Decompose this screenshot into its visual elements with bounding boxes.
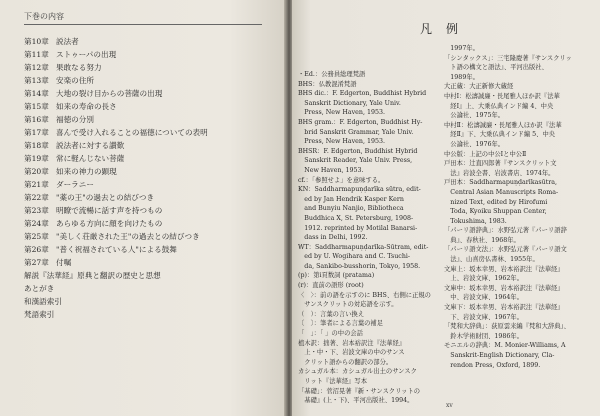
legend-line: 1912. reprinted by Motilal Banarsi- (298, 224, 418, 232)
legend-column-2 (444, 44, 594, 370)
legend-column-1 (298, 70, 434, 406)
toc-header: 下巻の内容 (24, 12, 64, 21)
toc-entry (24, 257, 274, 270)
legend-line: da, Sankibo-busshorin, Tokyo, 1958. (298, 262, 421, 270)
toc-entry (24, 88, 274, 101)
chapter-number: 第12章 (24, 63, 49, 72)
legend-line: ・Ed.：公務員総理梵語 (298, 71, 366, 78)
chapter-number: 第11章 (24, 50, 49, 59)
chapter-number: 第19章 (24, 154, 49, 163)
chapter-title: 明瞭で流暢に話す声を持つもの (56, 206, 163, 215)
legend-line: 経Ⅰ』上、大乗仏典インド編 4、中央 (444, 102, 554, 110)
toc-entry (24, 218, 274, 231)
legend-line: BHSR：F. Edgerton, Buddhist Hybrid (298, 147, 418, 155)
chapter-title: 付嘱 (56, 258, 72, 267)
legend-line: 「パーリ語辞典」：水野弘元著『パーリ語辞 (444, 227, 567, 235)
chapter-title: 常に軽んじない菩薩 (56, 154, 125, 163)
legend-line: ed by Jan Hendrik Kasper Kern (298, 195, 404, 203)
legend-line: 大正蔵：大正新修大蔵経 (444, 83, 514, 91)
legend-line: nized Text, edited by Hirofumi (444, 198, 548, 206)
right-page (292, 0, 600, 416)
chapter-number: 第26章 (24, 245, 49, 254)
chapter-number: 第14章 (24, 89, 49, 98)
legend-line: リット『法華経』写本 (298, 378, 368, 385)
chapter-number: 第24章 (24, 219, 49, 228)
toc-entry (24, 231, 274, 244)
chapter-number: 第17章 (24, 128, 49, 137)
chapter-number: 第15章 (24, 102, 49, 111)
legend-line: クリット語からの翻訳の部分。 (298, 358, 393, 366)
legend-line: KN：Saddharmapuṇḍarīka sūtra, edit- (298, 186, 421, 194)
chapter-number: 第18章 (24, 141, 49, 150)
chapter-title: 大地の裂け目からの菩薩の出現 (56, 89, 163, 98)
legend-line: 基礎』(上・下)、平河出版社、1994。 (298, 397, 414, 405)
chapter-title: 喜んで受け入れることの福徳についての表明 (56, 128, 208, 137)
legend-line: サンスクリットの対応語を示す。 (298, 301, 398, 309)
legend-line: cf.：「参照せよ」を意味する。 (298, 176, 385, 184)
chapter-number: 第16章 (24, 115, 49, 124)
legend-line: 法』岩波全書、岩波書店、1974年。 (444, 169, 555, 177)
legend-line: Toda, Kyoiku Shuppan Center, (444, 208, 547, 216)
legend-line: (p)：第ⅰ頁数詞 (pratama) (298, 272, 375, 280)
chapter-number: 第10章 (24, 37, 49, 46)
toc-entry (24, 75, 274, 88)
legend-line: モニエルの辞典：M. Monier-Williams, A (444, 342, 566, 350)
chapter-title: 如来の神力の顕現 (56, 167, 117, 176)
chapter-title: 果敢なる努力 (56, 63, 102, 72)
legend-line: カシュガル本：カシュガル出土のサンスク (298, 368, 417, 376)
header-rule (24, 24, 262, 25)
toc-entry (24, 49, 274, 62)
legend-line: Press, New Haven, 1953. (298, 109, 385, 117)
legend-line: 戸田本：辻直四郎著『サンスクリット文 (444, 160, 557, 168)
legend-line: 上・中・下、岩波文庫の中のサンス (298, 349, 405, 357)
chapter-title: "普く祝福されている人"による鼓舞 (56, 245, 177, 254)
chapter-title: 安楽の住所 (56, 76, 94, 85)
legend-line: Buddhica X, St. Petersburg, 1908- (298, 214, 414, 222)
legend-line: Tokushima, 1983. (444, 217, 507, 225)
chapter-title: ダーラニー (56, 180, 94, 189)
legend-line: brid Sanskrit Grammar, Yale Univ. (298, 128, 414, 136)
chapter-number: 第25章 (24, 232, 49, 241)
legend-line: 法』、山喜房仏書林、1955年。 (444, 256, 539, 264)
legend-line: Sanskrit-English Dictionary, Cla- (444, 352, 555, 359)
legend-line: BHS：仏教混淆梵語 (298, 80, 357, 88)
legend-line: (r)：直前の語形 (root) (298, 282, 364, 290)
legend-line: 上、岩波文庫、1962年。 (444, 275, 523, 283)
legend-line: 1997年。 (444, 45, 479, 52)
legend-line: Sanskrit Reader, Yale Univ. Press, (298, 157, 413, 165)
legend-line: ed by U. Wogihara and C. Tsuchi- (298, 253, 411, 261)
toc-extra-entry: 和漢語索引 (24, 297, 62, 306)
legend-line: 中村Ⅱ：松濤誠廉・長尾雅人ほか訳『法華 (444, 121, 562, 129)
legend-line: WT：Saddharmapuṇḍarīka-Sūtram, edit- (298, 243, 429, 251)
chapter-title: "薬の王"の過去との結びつき (56, 193, 155, 202)
chapter-title: 説法者 (56, 37, 79, 46)
toc-entry (24, 179, 274, 192)
toc-entry (24, 114, 274, 127)
legend-line: 公論社、1975年。 (444, 112, 505, 120)
left-page (0, 0, 286, 416)
legend-line: 経Ⅱ』下、大乗仏典インド編 5、中央 (444, 131, 556, 139)
chapter-number: 第27章 (24, 258, 49, 267)
toc-entry (24, 153, 274, 166)
legend-line: 植木訳：拙著、岩本裕訳注『法華経』 (298, 339, 406, 347)
legend-line: rendon Press, Oxford, 1899. (444, 361, 541, 369)
toc-extra-entry: あとがき (24, 284, 55, 293)
legend-line: 中、岩波文庫、1964年。 (444, 294, 523, 302)
legend-line: 「シンタックス」：三宅隆慶著『サンスクリッ (444, 54, 572, 62)
legend-line: 鈴木学術財団、1986年。 (444, 332, 523, 340)
legend-line: 戸田本：Saddharmapuṇḍarīkasūtra, (444, 179, 557, 187)
legend-line: 公論社、1976年。 (444, 140, 505, 148)
legend-line: 中村Ⅰ：松濤誠廉・長尾雅人ほか訳『法華 (444, 92, 560, 100)
table-of-contents (24, 36, 274, 322)
legend-line: （ ）：言葉の言い換え (298, 310, 365, 318)
legend-line: Press, New Haven, 1953. (298, 138, 385, 146)
legend-line: 〔 〕：筆者による言葉の補足 (298, 320, 384, 328)
legend-line: dass in Delhi, 1992. (298, 234, 368, 242)
legend-line: 「パーリ語文法」：水野弘元著『パーリ語文 (444, 246, 567, 254)
legend-line: BHS gram.：F. Edgerton, Buddhist Hy- (298, 118, 423, 126)
legend-line: ト語の構文と語法』、平河出版社、 (444, 64, 548, 72)
toc-entry (24, 101, 274, 114)
legend-line: Central Asian Manuscripts Roma- (444, 188, 559, 196)
chapter-number: 第22章 (24, 193, 49, 202)
legend-line: 「 」：「 」の中の会話 (298, 330, 363, 338)
legend-line: 文庫中：坂本幸男、岩本裕訳注『法華経』 (444, 284, 564, 292)
toc-extra-entry: 梵語索引 (24, 310, 55, 319)
toc-entry (24, 244, 274, 257)
page-title: 凡例 (420, 22, 473, 36)
chapter-title: あらゆる方向に顔を向けたもの (56, 219, 163, 228)
toc-entry (24, 62, 274, 75)
legend-line: 下、岩波文庫、1967年。 (444, 313, 523, 321)
legend-line: 「基礎」：菅沼晃著『新・サンスクリットの (298, 387, 421, 395)
chapter-title: "美しく荘厳された王"の過去との結びつき (56, 232, 200, 241)
page-number: xv (446, 402, 453, 409)
toc-entry (24, 166, 274, 179)
toc-extra-entry: 解説『法華経』原典と翻訳の歴史と思想 (24, 271, 161, 280)
chapter-number: 第13章 (24, 76, 49, 85)
legend-line: 文庫下：坂本幸男、岩本裕訳注『法華経』 (444, 304, 564, 312)
chapter-title: 福徳の分別 (56, 115, 94, 124)
toc-entry (24, 140, 274, 153)
toc-entry (24, 192, 274, 205)
toc-entry (24, 36, 274, 49)
legend-line: 1989年。 (444, 73, 479, 81)
legend-line: 中公版：上記の中公Ⅰと中公Ⅱ (444, 150, 527, 158)
chapter-number: 第21章 (24, 180, 49, 189)
legend-line: BHS dic.：F. Edgerton, Buddhist Hybrid (298, 90, 427, 98)
legend-line: 典』、春秋社、1968年。 (444, 236, 520, 244)
chapter-number: 第20章 (24, 167, 49, 176)
chapter-title: ストゥーパの出現 (56, 50, 117, 59)
chapter-number: 第23章 (24, 206, 49, 215)
toc-entry (24, 205, 274, 218)
legend-line: New Haven, 1953. (298, 166, 364, 174)
chapter-title: 如来の寿命の長さ (56, 102, 117, 111)
toc-entry (24, 127, 274, 140)
legend-line: 「梵和大辞典」：荻原雲来編『梵和大辞典』、 (444, 323, 570, 331)
legend-line: 文庫上：坂本幸男、岩本裕訳注『法華経』 (444, 265, 564, 273)
legend-line: and Bunyiu Nanjio, Bibliotheca (298, 205, 404, 213)
chapter-title: 説法者に対する讃歎 (56, 141, 125, 150)
legend-line: 〈 〉：前の語を示すのに BHS、右側に正規の (298, 291, 431, 299)
legend-line: Sanskrit Dictionary, Yale Univ. (298, 99, 401, 107)
